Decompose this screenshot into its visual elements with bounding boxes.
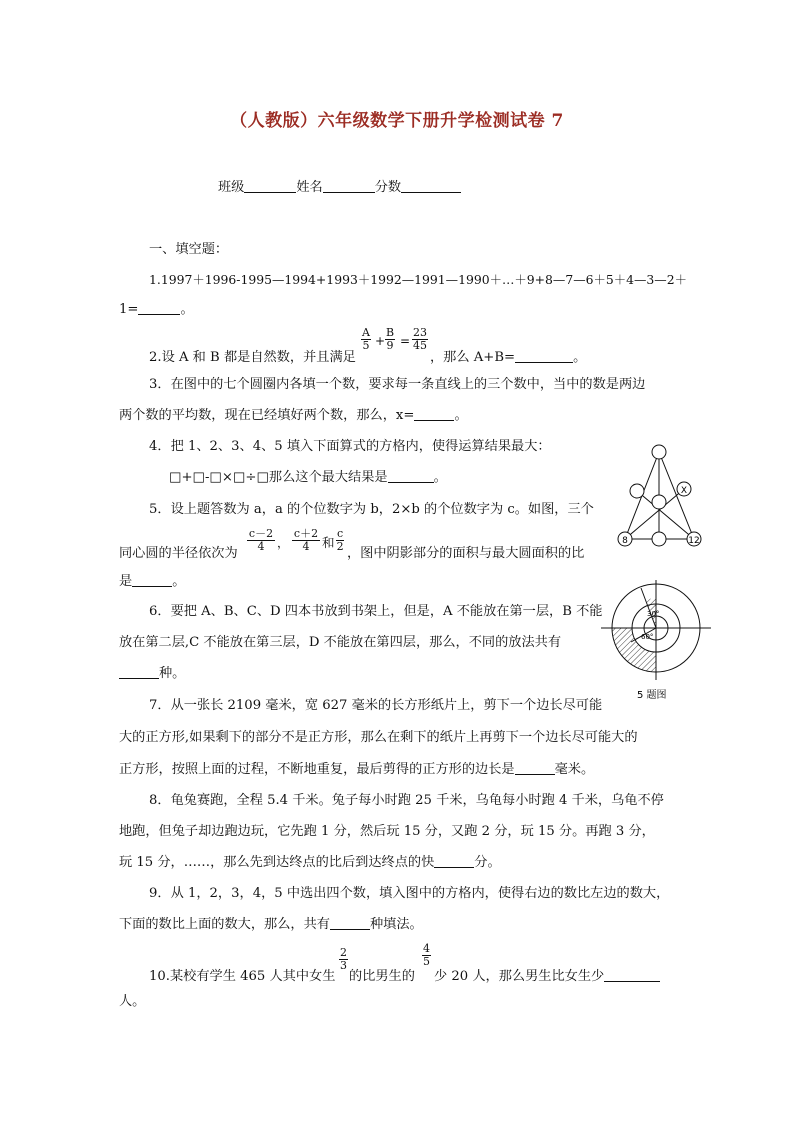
- q5-fraction-2: $\frac{c+2}{4}$: [293, 527, 319, 553]
- q5-line3: 是 。: [119, 574, 186, 589]
- q1-line1: 1.1997＋1996-1995—1994+1993＋1992—1991—1990＋…＋9+8—7—6＋5＋4—3—2＋: [149, 272, 687, 287]
- circle-bottom-mid: [652, 532, 666, 546]
- q6-line2: 放在第二层,C 不能放在第三层，D 不能放在第四层，那么，不同的放法共有: [119, 635, 562, 650]
- q5-line1: 5．设上题答数为 a，a 的个位数字为 b，2×b 的个位数字为 c。如图，三个: [149, 502, 594, 517]
- q6-line1: 6．要把 A、B、C、D 四本书放到书架上，但是，A 不能放在第一层，B 不能: [149, 604, 603, 619]
- circle-center: [652, 495, 666, 509]
- q2-fraction-c: $\frac{23}{45}$: [413, 326, 427, 352]
- class-field[interactable]: [244, 178, 296, 193]
- q2-fraction-a: $\frac{A}{5}$: [362, 326, 370, 352]
- q8-line1: 8．龟兔赛跑，全程 5.4 千米。兔子每小时跑 25 千米，乌龟每小时跑 4 千米，乌龟不停: [149, 793, 664, 808]
- q3-line2: 两个数的平均数，现在已经填好两个数，那么，x= 。: [119, 408, 468, 423]
- label-12: 12: [688, 536, 700, 546]
- angle-60: 60°: [641, 633, 654, 641]
- figure-caption: 5 题图: [637, 690, 667, 701]
- q4-line2: □+□-□×□÷□那么这个最大结果是 。: [169, 470, 447, 485]
- q5-comma: ，: [277, 536, 290, 550]
- q2-plus: +: [375, 334, 386, 348]
- q7-line3: 正方形，按照上面的过程，不断地重复，最后剪得的正方形的边长是 毫米。: [119, 762, 595, 777]
- q8-answer-blank[interactable]: [434, 853, 474, 868]
- q5-answer-blank[interactable]: [132, 572, 172, 587]
- name-field[interactable]: [323, 178, 375, 193]
- q2-answer-blank[interactable]: [515, 348, 573, 363]
- student-info-line: [218, 178, 461, 198]
- q3-circle-figure: [612, 438, 712, 553]
- q8-line2: 地跑，但兔子却边跑边玩，它先跑 1 分，然后玩 15 分，又跑 2 分，玩 15 分。再跑 3 分，: [119, 824, 655, 839]
- q9-answer-blank[interactable]: [330, 915, 370, 930]
- name-label: 姓名: [296, 180, 323, 195]
- q3-line1: 3．在图中的七个圆圈内各填一个数，要求每一条直线上的三个数中，当中的数是两边: [149, 377, 646, 392]
- q2-pre: 2.设 A 和 B 都是自然数，并且满足: [149, 350, 356, 365]
- q5-line2-post: ，图中阴影部分的面积与最大圆面积的比: [347, 546, 585, 561]
- q5-line2-pre: 同心圆的半径依次为: [119, 546, 238, 561]
- q10-mid: 的比男生的: [349, 969, 415, 984]
- page-title: （人教版）六年级数学下册升学检测试卷 7: [230, 111, 564, 131]
- q7-answer-blank[interactable]: [515, 760, 555, 775]
- q10-answer-blank[interactable]: [604, 967, 660, 982]
- q6-answer-blank[interactable]: [119, 664, 159, 679]
- q5-fraction-3: $\frac{c}{2}$: [336, 527, 344, 553]
- q7-line2: 大的正方形,如果剩下的部分不是正方形，那么在剩下的纸片上再剪下一个边长尽可能大的: [119, 730, 638, 745]
- circle-left-mid: [630, 484, 644, 498]
- q3-answer-blank[interactable]: [414, 406, 454, 421]
- q5-fraction-1: $\frac{c-2}{4}$: [248, 527, 274, 553]
- q1-line2: 1= 。: [119, 302, 194, 317]
- label-8: 8: [622, 536, 628, 546]
- q4-answer-blank[interactable]: [388, 468, 434, 483]
- q10-line2: 人。: [119, 994, 146, 1009]
- q10-pre: 10.某校有学生 465 人其中女生: [149, 969, 336, 984]
- q9-line1: 9．从 1，2，3，4，5 中选出四个数，填入图中的方格内，使得右边的数比左边的数大，: [149, 886, 670, 901]
- q2-post: ，那么 A+B= 。: [430, 350, 587, 365]
- section-heading: 一、填空题：: [149, 242, 229, 257]
- q7-line1: 7．从一张长 2109 毫米，宽 627 毫米的长方形纸片上，剪下一个边长尽可能: [149, 698, 603, 713]
- q8-line3: 玩 15 分，……，那么先到达终点的比后到达终点的快 分。: [119, 855, 501, 870]
- angle-30: 30°: [647, 610, 660, 618]
- circle-top: [652, 445, 666, 459]
- q9-line2: 下面的数比上面的数大，那么，共有 种填法。: [119, 917, 423, 932]
- q6-line3: 种。: [119, 664, 185, 684]
- q4-line1: 4．把 1、2、3、4、5 填入下面算式的方格内，使得运算结果最大：: [149, 439, 551, 454]
- score-label: 分数: [374, 180, 402, 195]
- q2-fraction-b: $\frac{B}{9}$: [386, 326, 395, 352]
- q10-fraction-1: $\frac{2}{3}$: [340, 946, 347, 972]
- q5-concentric-figure: [601, 580, 711, 705]
- score-field[interactable]: [401, 178, 461, 193]
- q5-and: 和: [322, 535, 335, 550]
- class-label: 班级: [218, 180, 245, 195]
- label-x: X: [680, 486, 688, 496]
- q2-equals: =: [400, 334, 411, 348]
- q10-fraction-2: $\frac{4}{5}$: [423, 942, 430, 968]
- q1-answer-blank[interactable]: [138, 300, 180, 315]
- q10-post: 少 20 人，那么男生比女生少: [434, 967, 660, 987]
